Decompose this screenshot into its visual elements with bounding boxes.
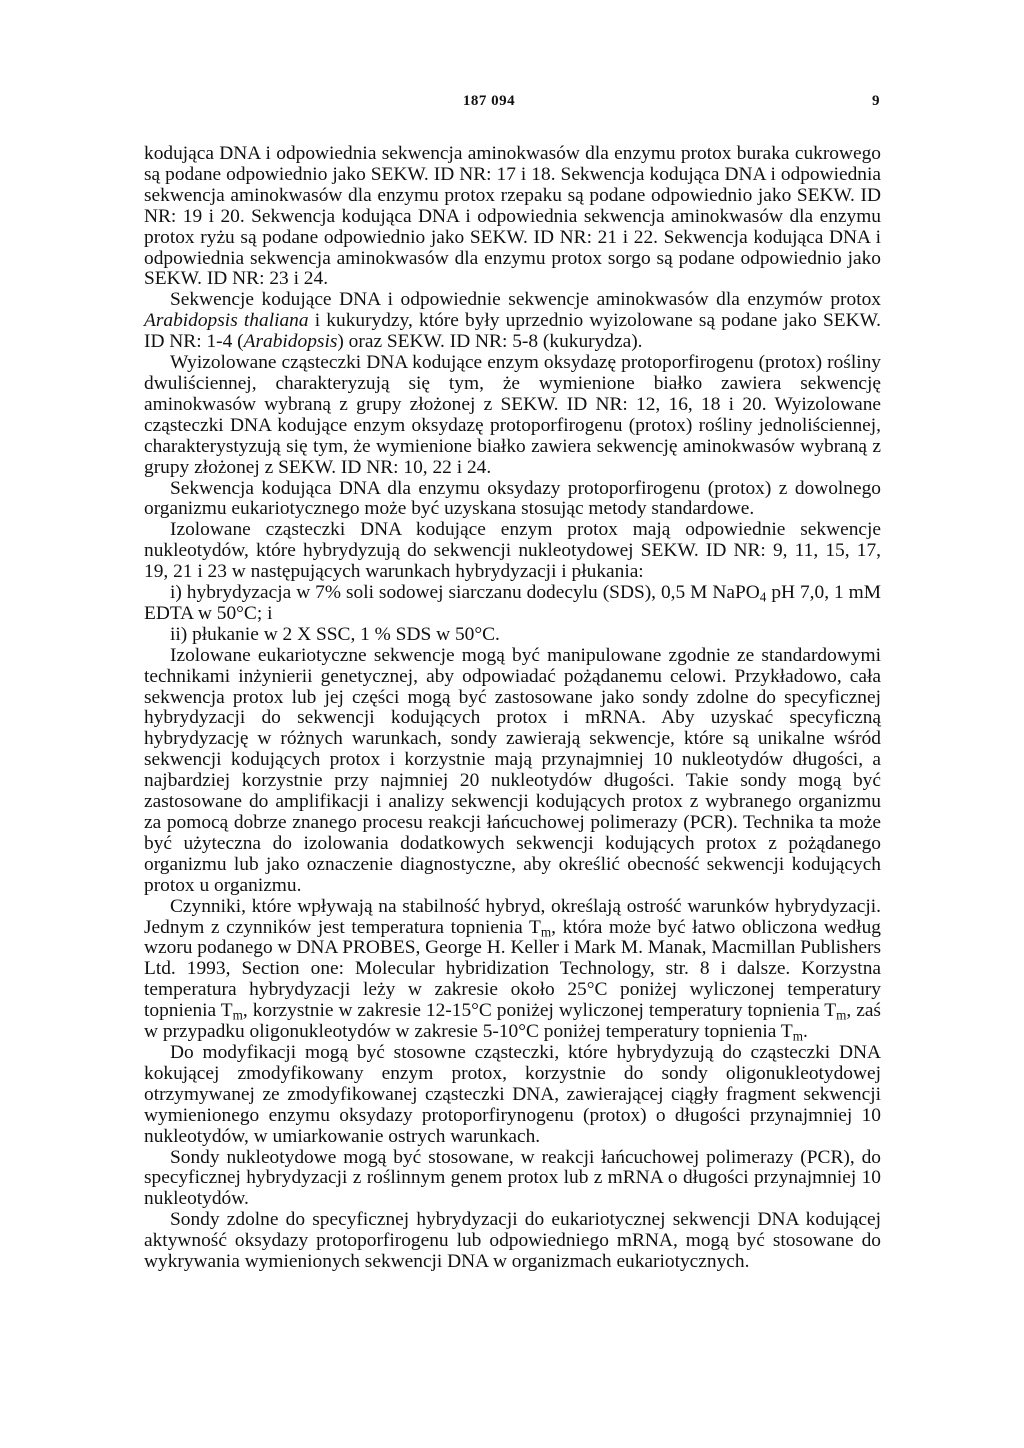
paragraph-12: Sondy zdolne do specyficznej hybrydyzacji do eukariotycznej sekwencji DNA kodującej aktywność oksydazy protoporfirogenu lub odpowiedniego mRNA, mogą być stosowane do wykrywania wymienionych sekwencji DNA w organizmach eukariotycznych.: [144, 1209, 881, 1273]
paragraph-7: ii) płukanie w 2 X SSC, 1 % SDS w 50°C.: [170, 623, 500, 645]
running-head: [0, 93, 1024, 115]
paragraph-1: kodująca DNA i odpowiednia sekwencja aminokwasów dla enzymu protox buraka cukrowego są podane odpowiednio jako SEKW. ID NR: 17 i 18. Sekwencja kodująca DNA i odpowiednia sekwencja aminokwasów dla enzymu protox rzepaku są podane odpowiednio jako SEKW. ID NR: 19 i 20. Sekwencja kodująca DNA i odpowiednia sekwencja aminokwasów dla enzymu protox ryżu są podane odpowiednio jako SEKW. ID NR: 21 i 22. Sekwencja kodująca DNA i odpowiednia sekwencja aminokwasów dla enzymu protox sorgo są podane odpowiednio jako SEKW. ID NR: 23 i 24.: [144, 143, 881, 290]
body-text: [144, 144, 881, 1273]
paragraph-4: Sekwencja kodująca DNA dla enzymu oksydazy protoporfirogenu (protox) z dowolnego organizmu eukariotycznego może być uzyskana stosując metody standardowe.: [144, 477, 881, 520]
italic-term: Arabidopsis: [243, 331, 338, 353]
paragraph-6: i) hybrydyzacja w 7% soli sodowej siarczanu dodecylu (SDS), 0,5 M NaPO$_4$ pH 7,0, 1 mM EDTA w 50°C; i: [144, 582, 881, 624]
paragraph-5: Izolowane cząsteczki DNA kodujące enzym protox mają odpowiednie sekwencje nukleotydów, które hybrydyzują do sekwencji nukleotydowej SEKW. ID NR: 9, 11, 15, 17, 19, 21 i 23 w następujących warunkach hybrydyzacji i płukania:: [144, 519, 881, 583]
paragraph-9: Czynniki, które wpływają na stabilność hybryd, określają ostrość warunków hybrydyzacji. Jednym z czynników jest temperatura topnienia $T_m$, która może być łatwo obliczona według wzoru podanego w DNA PROBES, George H. Keller i Mark M. Manak, Macmillan Publishers Ltd. 1993, Section one: Molecular hybridization Technology, str. 8 i dalsze. Korzystna temperatura hybrydyzacji leży w zakresie około 25°C poniżej wyliczonej temperatury topnienia $T_m$, korzystnie w zakresie 12-15°C poniżej wyliczonej temperatury topnienia $T_m$, zaś w przypadku oligonukleotydów w zakresie 5-10°C poniżej temperatury topnienia $T_m$.: [144, 895, 881, 1044]
subscript: m: [836, 1007, 847, 1023]
subscript: 4: [759, 589, 767, 605]
paragraph-8: Izolowane eukariotyczne sekwencje mogą być manipulowane zgodnie ze standardowymi technikami inżynierii genetycznej, aby odpowiadać pożądanemu celowi. Przykładowo, cała sekwencja protox lub jej części mogą być zastosowane jako sondy zdolne do specyficznej hybrydyzacji do sekwencji kodujących protox i mRNA. Aby uzyskać specyficzną hybrydyzację w różnych warunkach, sondy zawierają sekwencje, które są unikalne wśród sekwencji kodujących protox i korzystnie mają przynajmniej 10 nukleotydów długości, a najbardziej korzystnie przy najmniej 20 nukleotydów długości. Takie sondy mogą być zastosowane do amplifikacji i analizy sekwencji kodujących protox z wybranego organizmu za pomocą dobrze znanego procesu reakcji łańcuchowej polimerazy (PCR). Technika ta może być użyteczna do izolowania dodatkowych sekwencji kodujących protox z pożądanego organizmu lub jako oznaczenie diagnostyczne, aby określić obecność sekwencji kodujących protox u organizmu.: [144, 644, 881, 896]
paragraph-10: Do modyfikacji mogą być stosowne cząsteczki, które hybrydyzują do cząsteczki DNA kokującej zmodyfikowany enzym protox, korzystnie do sondy oligonukleotydowej otrzymywanej ze zmodyfikowanej cząsteczki DNA, zawierającej ciągły fragment sekwencji wymienionego enzymu oksydazy protoporfirynogenu (protox) o długości przynajmniej 10 nukleotydów, w umiarkowanie ostrych warunkach.: [144, 1041, 881, 1147]
subscript: m: [540, 924, 552, 940]
subscript: m: [792, 1028, 803, 1044]
page-number: 9: [872, 93, 880, 109]
document-number: 187 094: [462, 93, 516, 109]
italic-term: Arabidopsis thaliana: [144, 310, 309, 332]
paragraph-3: Wyizolowane cząsteczki DNA kodujące enzym oksydazę protoporfirogenu (protox) rośliny dwuliściennej, charakteryzują się tym, że wymienione białko zawiera sekwencję aminokwasów wybraną z grupy złożonej z SEKW. ID NR: 12, 16, 18 i 20. Wyizolowane cząsteczki DNA kodujące enzym oksydazę protoporfirogenu (protox) rośliny jednoliściennej, charakterystyzują się tym, że wymienione białko zawiera sekwencję aminokwasów wybraną z grupy złożonej z SEKW. ID NR: 10, 22 i 24.: [144, 352, 881, 478]
paragraph-2: Sekwencje kodujące DNA i odpowiednie sekwencje aminokwasów dla enzymów protox Arabidopsis thaliana i kukurydzy, które były uprzednio wyizolowane są podane jako SEKW. ID NR: 1-4 (Arabidopsis) oraz SEKW. ID NR: 5-8 (kukurydza).: [144, 289, 881, 353]
subscript: m: [232, 1007, 243, 1023]
paragraph-11: Sondy nukleotydowe mogą być stosowane, w reakcji łańcuchowej polimerazy (PCR), do specyficznej hybrydyzacji z roślinnym genem protox lub z mRNA o długości przynajmniej 10 nukleotydów.: [144, 1146, 881, 1210]
